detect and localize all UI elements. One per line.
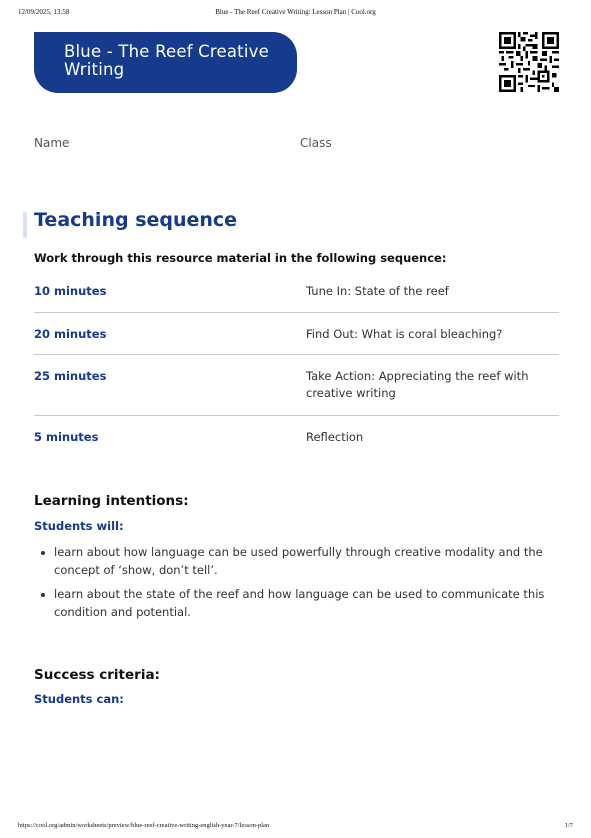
students-will-label: Students will:	[34, 519, 124, 533]
learning-intentions-heading: Learning intentions:	[34, 493, 189, 509]
table-row	[34, 270, 559, 313]
list-item-text: learn about how language can be used powerfully through creative modality and the concept of ‘show, don’t tell’.	[54, 545, 543, 577]
sequence-intro: Work through this resource material in the following sequence:	[34, 251, 447, 265]
lesson-title-line-1: Blue - The Reef Creative	[64, 42, 269, 61]
sequence-time: 10 minutes	[34, 284, 107, 298]
learning-intentions-list	[34, 543, 554, 627]
sequence-time: 20 minutes	[34, 327, 107, 341]
teaching-sequence-heading: Teaching sequence	[34, 209, 238, 231]
lesson-title-line-2: Writing	[64, 60, 125, 79]
table-row	[34, 355, 559, 416]
print-datetime: 12/09/2025, 13:58	[18, 8, 70, 16]
sequence-activity: Take Action: Appreciating the reef with creative writing	[306, 369, 529, 400]
name-field-label: Name	[34, 136, 70, 150]
table-row	[34, 416, 559, 458]
sequence-time: 25 minutes	[34, 369, 107, 383]
print-footer	[18, 822, 573, 832]
success-criteria-heading: Success criteria:	[34, 667, 160, 683]
sequence-activity: Tune In: State of the reef	[306, 284, 449, 298]
students-can-label: Students can:	[34, 692, 124, 706]
page-number: 1/7	[564, 822, 573, 829]
print-document-title: Blue - The Reef Creative Writing: Lesson Plan | Cool.org	[215, 8, 376, 16]
section-accent-bar	[23, 212, 27, 238]
sequence-activity: Reflection	[306, 430, 364, 444]
list-item-text: learn about the state of the reef and how language can be used to communicate this condition and potential.	[54, 587, 545, 619]
sequence-time: 5 minutes	[34, 430, 99, 444]
class-field-label: Class	[300, 136, 332, 150]
print-header	[18, 8, 573, 20]
bullet-icon	[41, 551, 45, 555]
list-item	[34, 585, 554, 621]
print-url: https://cool.org/admin/worksheets/preview/blue-reef-creative-writing-english-year-7/lesson-plan	[18, 822, 270, 829]
list-item	[34, 543, 554, 579]
sequence-activity: Find Out: What is coral bleaching?	[306, 327, 503, 341]
table-row	[34, 313, 559, 355]
bullet-icon	[41, 593, 45, 597]
qr-code-icon	[499, 32, 559, 92]
teaching-sequence-table	[34, 270, 559, 458]
title-banner	[34, 32, 297, 93]
